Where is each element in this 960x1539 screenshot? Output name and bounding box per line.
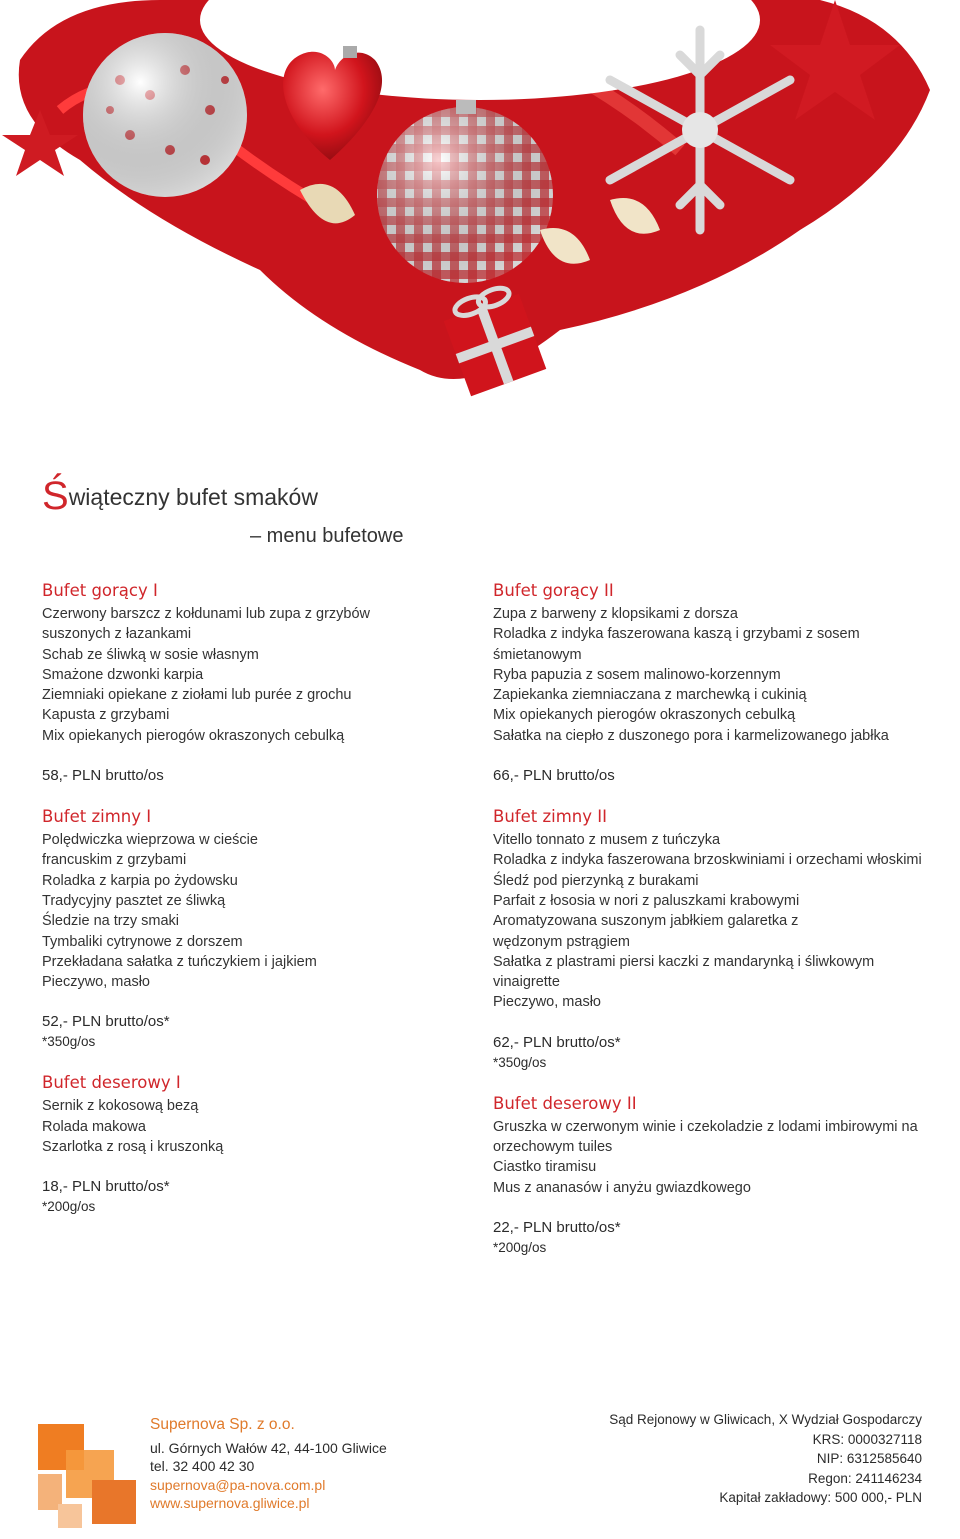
section-heading: Bufet gorący I [42, 581, 158, 600]
menu-column-right [493, 580, 960, 1258]
section-heading: Bufet zimny I [42, 807, 152, 827]
dish-item: Schab ze śliwką w sosie własnym [42, 646, 259, 663]
dish-list [493, 830, 960, 1013]
krs-number: KRS: 0000327118 [812, 1431, 922, 1447]
price: 58,- PLN brutto/os [42, 767, 164, 785]
dish-item: Gruszka w czerwonym winie i czekoladzie z lodami imbirowymi na [493, 1118, 918, 1135]
dish-item: Mus z ananasów i anyżu gwiazdkowego [493, 1179, 751, 1196]
price: 52,- PLN brutto/os* [42, 1013, 170, 1031]
title-block [42, 474, 502, 548]
christmas-decoration-banner [0, 0, 960, 410]
price: 18,- PLN brutto/os* [42, 1178, 170, 1196]
dish-item: Sałatka na ciepło z duszonego pora i karmelizowanego jabłka [493, 727, 889, 744]
dish-item: Szarlotka z rosą i kruszonką [42, 1139, 224, 1156]
dish-item: francuskim z grzybami [42, 852, 187, 869]
dish-item: Pieczywo, masło [42, 974, 150, 991]
dish-item: Kapusta z grzybami [42, 707, 170, 724]
price: 22,- PLN brutto/os* [493, 1218, 621, 1236]
title-text: wiąteczny bufet smaków [68, 484, 318, 510]
dish-list [42, 1096, 512, 1157]
dish-item: Śledź pod pierzynką z burakami [493, 872, 699, 889]
price: 66,- PLN brutto/os [493, 767, 615, 785]
dish-item: śmietanowym [493, 646, 582, 663]
dish-item: Smażone dzwonki karpia [42, 666, 204, 683]
menu-column-left [42, 580, 512, 1217]
dish-item: Mix opiekanych pierogów okraszonych cebulką [42, 727, 345, 744]
portion-weight: *200g/os [42, 1199, 96, 1215]
dish-item: Vitello tonnato z musem z tuńczyka [493, 832, 721, 849]
court-registry: Sąd Rejonowy w Gliwicach, X Wydział Gospodarczy [609, 1412, 922, 1427]
dish-item: Zupa z barweny z klopsikami z dorsza [493, 606, 738, 622]
dish-item: Aromatyzowana suszonym jabłkiem galaretka z [493, 913, 799, 930]
dish-list [42, 830, 512, 992]
dish-item: Sałatka z plastrami piersi kaczki z mandarynką i śliwkowym [493, 953, 875, 970]
dish-item: suszonych z łazankami [42, 626, 192, 643]
dish-item: Sernik z kokosową bezą [42, 1098, 199, 1115]
portion-weight: *350g/os [42, 1034, 96, 1050]
dish-item: Ciastko tiramisu [493, 1159, 597, 1176]
portion-weight: *350g/os [493, 1054, 547, 1070]
dish-item: Roladka z indyka faszerowana brzoskwiniami i orzechami włoskimi [493, 852, 922, 869]
footer [0, 1400, 960, 1539]
dish-item: Polędwiczka wieprzowa w cieście [42, 832, 258, 849]
dish-item: wędzonym pstrągiem [493, 933, 630, 950]
dish-item: orzechowym tuiles [493, 1139, 613, 1156]
company-phone: tel. 32 400 42 30 [150, 1458, 255, 1474]
section-cold-buffet-1 [42, 806, 512, 1052]
company-info [150, 1416, 387, 1513]
dish-item: Parfait z łososia w nori z paluszkami krabowymi [493, 892, 800, 909]
dish-list [493, 1117, 960, 1198]
dish-item: vinaigrette [493, 974, 560, 991]
dish-item: Śledzie na trzy smaki [42, 913, 179, 930]
portion-weight: *200g/os [493, 1239, 547, 1255]
dish-item: Mix opiekanych pierogów okraszonych cebulką [493, 707, 796, 724]
registry-info [609, 1410, 922, 1508]
company-logo-icon [36, 1422, 146, 1532]
section-heading: Bufet deserowy II [493, 1093, 637, 1113]
company-website-link[interactable]: www.supernova.gliwice.pl [150, 1495, 310, 1511]
company-address: ul. Górnych Wałów 42, 44-100 Gliwice [150, 1439, 387, 1456]
dish-item: Czerwony barszcz z kołdunami lub zupa z grzybów [42, 606, 370, 622]
page-subtitle: – menu bufetowe [250, 525, 404, 547]
dish-item: Rolada makowa [42, 1118, 146, 1135]
section-hot-buffet-2 [493, 580, 960, 786]
price: 62,- PLN brutto/os* [493, 1033, 621, 1051]
page-title [42, 474, 502, 519]
section-dessert-buffet-1 [42, 1072, 512, 1217]
dish-list [493, 604, 960, 746]
nip-number: NIP: 6312585640 [816, 1451, 922, 1466]
dish-item: Zapiekanka ziemniaczana z marchewką i cukinią [493, 687, 807, 704]
dish-item: Ryba papuzia z sosem malinowo-korzennym [493, 666, 781, 683]
section-heading: Bufet zimny II [493, 807, 607, 827]
dish-item: Roladka z karpia po żydowsku [42, 872, 238, 889]
section-heading: Bufet deserowy I [42, 1073, 181, 1093]
dish-item: Ziemniaki opiekane z ziołami lub purée z grochu [42, 687, 352, 704]
dish-item: Tymbaliki cytrynowe z dorszem [42, 933, 243, 950]
dish-item: Pieczywo, masło [493, 994, 601, 1011]
dish-item: Tradycyjny pasztet ze śliwką [42, 892, 226, 909]
regon-number: Regon: 241146234 [808, 1470, 922, 1486]
section-heading: Bufet gorący II [493, 581, 614, 600]
section-dessert-buffet-2 [493, 1093, 960, 1258]
dish-item: Przekładana sałatka z tuńczykiem i jajkiem [42, 953, 317, 970]
section-cold-buffet-2 [493, 806, 960, 1073]
company-email-link[interactable]: supernova@pa-nova.com.pl [150, 1476, 326, 1493]
company-name: Supernova Sp. z o.o. [150, 1416, 295, 1433]
share-capital: Kapitał zakładowy: 500 000,- PLN [719, 1490, 922, 1505]
dish-list [42, 604, 512, 746]
section-hot-buffet-1 [42, 580, 512, 786]
title-initial: Ś [42, 474, 69, 518]
dish-item: Roladka z indyka faszerowana kaszą i grzybami z sosem [493, 626, 860, 643]
